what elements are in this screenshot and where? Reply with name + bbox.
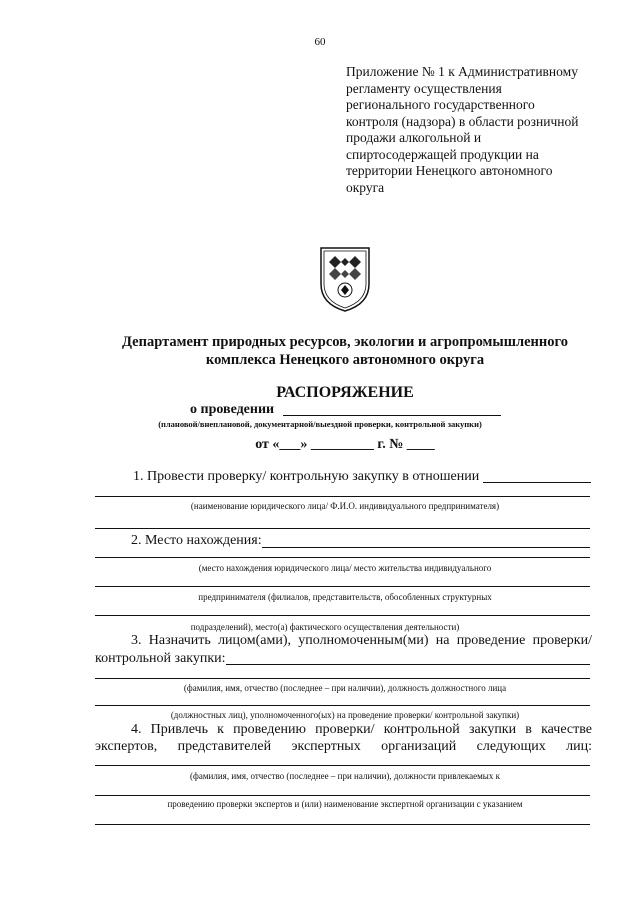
appendix-line: округа xyxy=(346,179,385,195)
field-hint: предпринимателя (филиалов, представительств, обособленных структурных xyxy=(198,592,492,602)
paragraph-2: 2. Место нахождения: xyxy=(131,533,262,548)
appendix-note xyxy=(346,64,606,196)
appendix-line: спиртосодержащей продукции на xyxy=(346,146,539,162)
field-hint: (наименование юридического лица/ Ф.И.О. индивидуального предпринимателя) xyxy=(190,501,500,511)
appendix-line: территории Ненецкого автономного xyxy=(346,163,553,178)
fill-line xyxy=(95,705,590,706)
paragraph-1: 1. Провести проверку/ контрольную закупку в отношении xyxy=(133,469,480,484)
page-number: 60 xyxy=(314,36,326,48)
about-label: о проведении xyxy=(190,402,275,417)
about-fill-line xyxy=(283,415,501,416)
fill-line xyxy=(483,482,591,483)
about-hint: (плановой/внеплановой, документарной/выездной проверки, контрольной закупки) xyxy=(158,419,482,429)
fill-line xyxy=(95,795,590,796)
department-line: Департамент природных ресурсов, экологии и агропромышленного xyxy=(122,334,568,350)
appendix-line: регионального государственного xyxy=(346,97,535,112)
field-hint: (место нахождения юридического лица/ место жительства индивидуального xyxy=(198,563,492,573)
paragraph-4-line-2: экспертов, представителей экспертных организаций следующих лиц: xyxy=(95,739,592,754)
field-hint: (должностных лиц), уполномоченного(ых) на проведение проверки/ контрольной закупки) xyxy=(170,710,520,720)
paragraph-3-line-1: 3. Назначить лицом(ами), уполномоченным(ми) на проведение проверки/ xyxy=(131,633,592,648)
appendix-line: контроля (надзора) в области розничной xyxy=(346,113,579,129)
appendix-line: продажи алкогольной и xyxy=(346,130,482,145)
fill-line xyxy=(226,664,590,665)
fill-line xyxy=(95,678,590,679)
field-hint: (фамилия, имя, отчество (последнее – при наличии), должность должностного лица xyxy=(183,683,507,693)
fill-line xyxy=(95,586,590,587)
department-line: комплекса Ненецкого автономного округа xyxy=(205,352,485,368)
fill-line xyxy=(95,557,590,558)
coat-of-arms-emblem-icon xyxy=(317,244,373,314)
appendix-line: регламенту осуществления xyxy=(346,80,502,96)
fill-line xyxy=(95,765,590,766)
department-name xyxy=(0,333,640,369)
appendix-line: Приложение № 1 к Административному xyxy=(346,64,578,79)
date-number-line: от «___» _________ г. № ____ xyxy=(255,437,435,452)
field-hint: проведению проверки экспертов и (или) наименование экспертной организации с указанием xyxy=(167,799,523,809)
document-title: РАСПОРЯЖЕНИЕ xyxy=(276,384,414,401)
fill-line xyxy=(95,528,590,529)
paragraph-3-line-2: контрольной закупки: xyxy=(95,651,226,666)
field-hint: (фамилия, имя, отчество (последнее – при наличии), должности привлекаемых к xyxy=(190,771,500,781)
fill-line xyxy=(95,615,590,616)
fill-line xyxy=(95,824,590,825)
paragraph-4-line-1: 4. Привлечь к проведению проверки/ контрольной закупки в качестве xyxy=(131,722,592,737)
fill-line xyxy=(262,547,590,548)
fill-line xyxy=(95,496,590,497)
field-hint: подразделений), место(а) фактического осуществления деятельности) xyxy=(190,622,460,632)
